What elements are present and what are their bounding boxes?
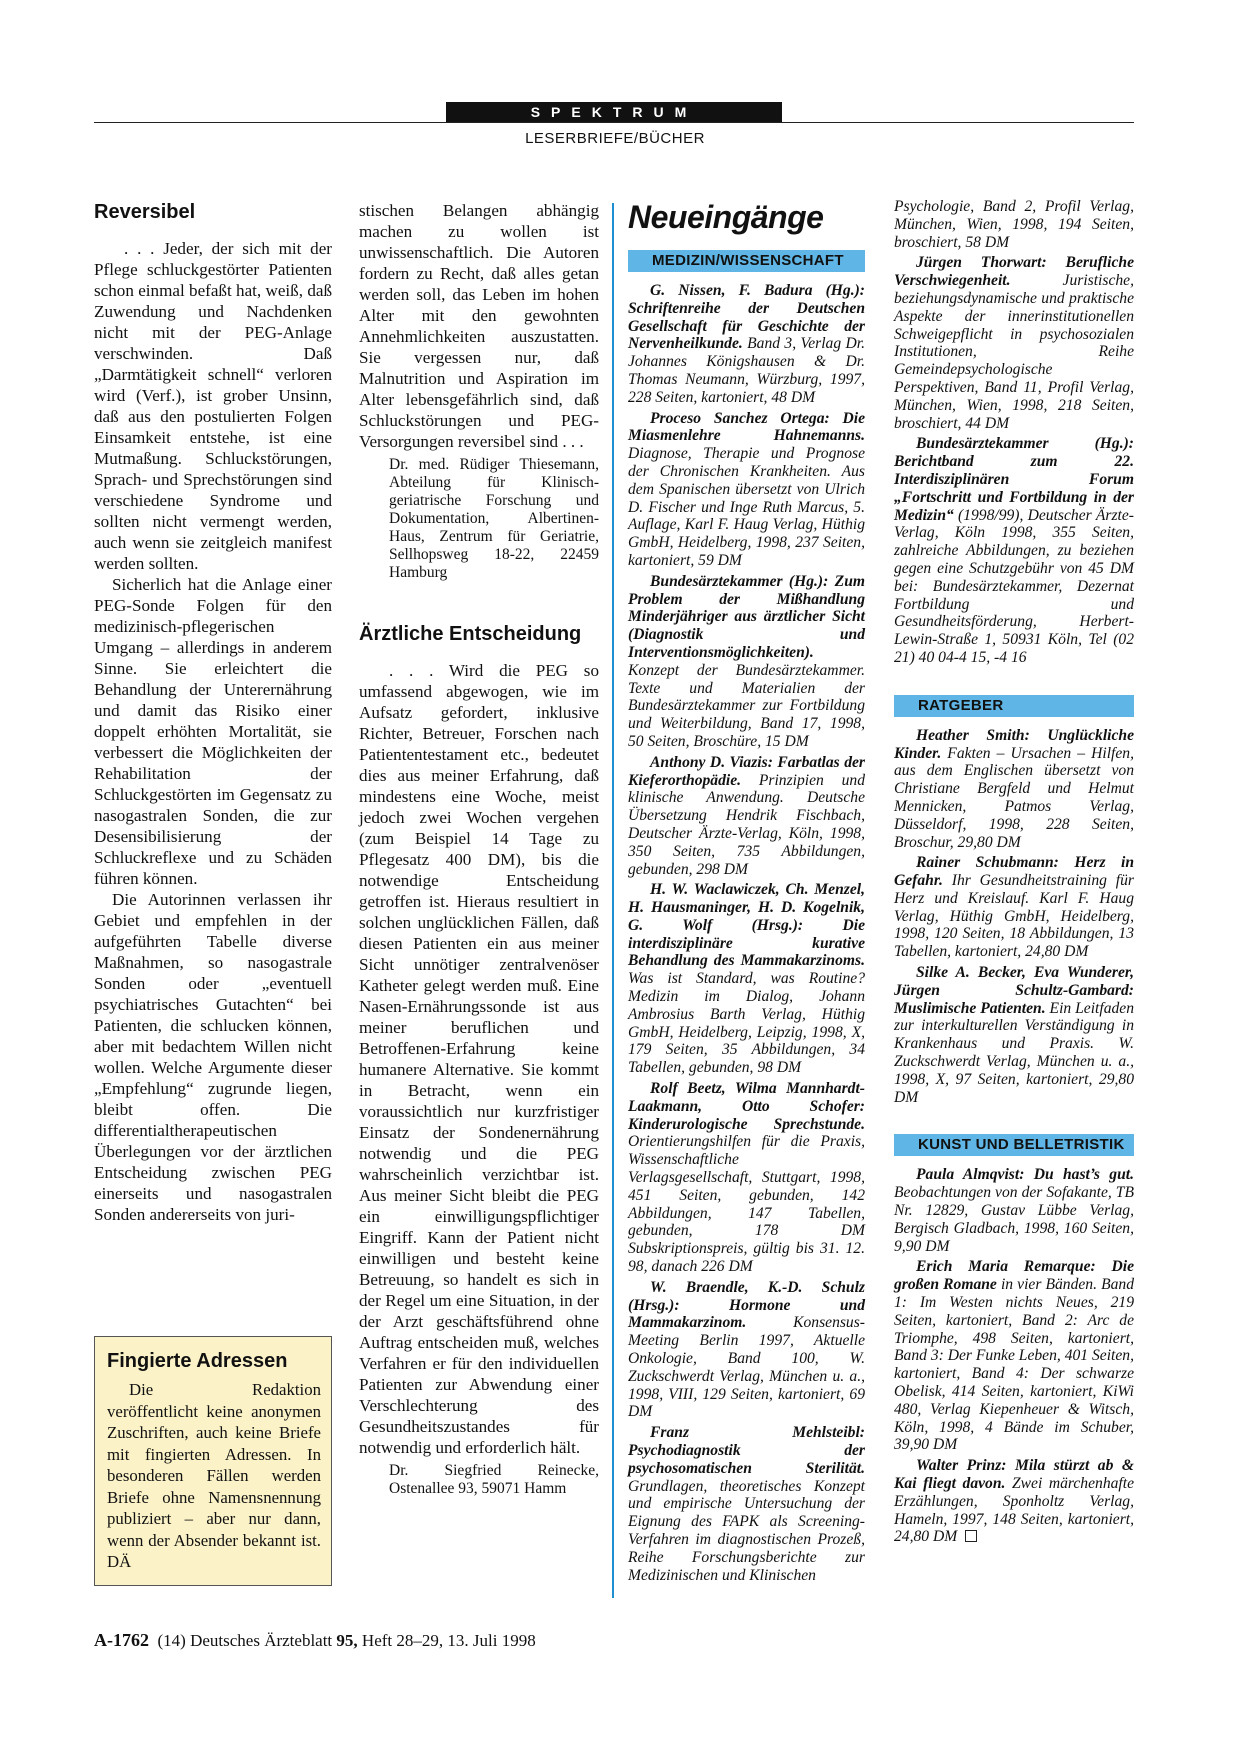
page-footer [94, 1630, 536, 1651]
book-entry [628, 573, 865, 751]
book-details: Fakten – Ursachen – Hilfen, aus dem Englischen übersetzt von Christiane Bergfeld und Helmut Mennicken, Patmos Verlag, Düsseldorf, 1998, 228 Seiten, Broschur, 29,80 DM [894, 744, 1134, 851]
book-title: Heather Smith: Unglückliche Kinder. [894, 726, 1134, 762]
book-details: Orientierungshilfen für die Praxis, Wissenschaftliche Verlagsgesellschaft, Stuttgart, 1998, 451 Seiten, gebunden, 142 Abbildungen, 147 Tabellen, gebunden, 178 DM Subskriptionspreis, gültig bis 31. 12. 98, danach 226 DM [628, 1133, 865, 1276]
end-mark-icon [965, 1530, 977, 1542]
book-title: Anthony D. Viazis: Farbatlas der Kieferorthopädie. [628, 753, 865, 789]
book-entry [894, 854, 1134, 961]
letter-paragraph: Sicherlich hat die Anlage einer PEG-Sonde Folgen für den medizinisch-pflegerischen Umgang – allerdings in anderem Sinne. Sie erleichtert die Behandlung der Unterernährung und damit das Risiko einer doppelt erhöhten Mortalität, sie verbessert die Möglichkeiten der Rehabilitation der Schluckgestörten im Gegensatz zu nasogastralen Sonden, die zur Desensibilisierung der Schluckreflexe und zu Schäden führen können. [94, 575, 332, 888]
book-title: Proceso Sanchez Ortega: Die Miasmenlehre Hahnemanns. [628, 409, 865, 445]
book-details: Prinzipien und klinische Anwendung. Deutsche Übersetzung Hendrik Fischbach, Deutscher Ärzte-Verlag, Köln, 1998, 350 Seiten, 735 Abbildungen, gebunden, 298 DM [628, 771, 865, 878]
booklist-rule [612, 203, 614, 1598]
book-entry [628, 1424, 865, 1584]
book-title: Rainer Schubmann: Herz in Gefahr. [894, 854, 1134, 890]
book-title: H. W. Waclawiczek, Ch. Menzel, H. Hausmaninger, H. D. Kogelnik, G. Wolf (Hrsg.): Die interdisziplinäre kurative Behandlung des Mammakarzinoms. [628, 881, 865, 970]
booklist-column-1 [628, 198, 865, 1587]
book-title: Franz Mehlsteibl: Psychodiagnostik der psychosomatischen Sterilität. [628, 1424, 865, 1477]
section-subtitle: LESERBRIEFE/BÜCHER [525, 130, 705, 147]
letter-title-entscheidung: Ärztliche Entscheidung [359, 623, 582, 645]
book-title: Bundesärztekammer (Hg.): Berichtband zum 22. Interdisziplinären Forum „Fortschritt und Fortbildung in der Medizin“ [894, 435, 1134, 524]
notice-box-title: Fingierte Adressen [107, 1350, 288, 1372]
letters-column-2 [359, 200, 599, 1498]
book-list-ratgeber [894, 727, 1134, 1107]
book-title: Paula Almqvist: Du hast’s gut. [916, 1166, 1134, 1184]
book-details: Konzept der Bundesärztekammer. Texte und Materialien der Bundesärztekammer zur Fortbildung und Weiterbildung, Band 17, 1998, 50 Seiten, Broschüre, 15 DM [628, 661, 865, 750]
letter-paragraph: Die Autorinnen verlassen ihr Gebiet und empfehlen in der aufgeführten Tabelle diverse Maßnahmen, so nasogastrale Sonden oder „eventuell psychiatrisches Gutachten“ bei Patienten, die schlucken können, aber mit bedachtem Willen nicht wollen. Welche Argumente dieser „Empfehlung“ zugrunde liegen, bleibt offen. Die differentialtherapeutischen Überlegungen vor der ärztlichen Entscheidung zwischen PEG einerseits und nasogastralen Sonden andererseits von juri- [94, 890, 332, 1224]
book-details: Band 3, Verlag Dr. Johannes Königshausen & Dr. Thomas Neumann, Würzburg, 1997, 228 Seiten, kartoniert, 48 DM [628, 335, 865, 406]
book-entry [628, 1279, 865, 1421]
category-bar-ratgeber: RATGEBER [894, 695, 1134, 717]
book-details: Grundlagen, theoretisches Konzept und empirische Untersuchung der Eignung des FAPK als Screening-Verfahren im diagnostischen Prozeß, Reihe Forschungsberichte zur Medizinischen und Klinischen [628, 1477, 865, 1584]
book-details: Was ist Standard, was Routine? Medizin im Dialog, Johann Ambrosius Barth Verlag, Hüthig GmbH, Heidelberg, Leipzig, 1998, X, 179 Seiten, 35 Abbildungen, 34 Tabellen, gebunden, 98 DM [628, 970, 865, 1077]
journal-name: (14) Deutsches Ärzteblatt [157, 1631, 333, 1650]
letter-signature: Dr. med. Rüdiger Thiesemann, Abteilung für Klinisch-geriatrische Forschung und Dokumentation, Albertinen-Haus, Zentrum für Geriatrie, Sellhopsweg 18-22, 22459 Hamburg [389, 456, 599, 581]
letter-paragraph: stischen Belangen abhängig machen zu wollen ist unwissenschaftlich. Die Autoren fordern zu Recht, daß alles getan werden soll, das Leben im hohen Alter mit den gewohnten Annehmlichkeiten auszustatten. Sie vergessen nur, daß Malnutrition und Aspiration im Alter lebensgefährlich sind, daß Schluckstörungen und PEG-Versorgungen reversibel sind . . . [359, 201, 599, 451]
book-title: Bundesärztekammer (Hg.): Zum Problem der Mißhandlung Minderjähriger aus ärztlicher Sicht (Diagnostik und Interventionsmöglichkeiten). [628, 572, 865, 661]
book-details: Diagnose, Therapie und Prognose der Chronischen Krankheiten. Aus dem Spanischen übersetzt von Ulrich D. Fischer und Inge Ruth Marcus, 5. Auflage, Karl F. Haug Verlag, Hüthig GmbH, Heidelberg, 1998, 237 Seiten, kartoniert, 59 DM [628, 445, 865, 569]
book-details: Ein Leitfaden zur interkulturellen Verständigung in Krankenhaus und Praxis. W. Zuckschwerdt Verlag, München u. a., 1998, X, 97 Seiten, kartoniert, 29,80 DM [894, 999, 1135, 1106]
letter-paragraph: . . . Jeder, der sich mit der Pflege schluckgestörter Patienten schon einmal befaßt hat, weiß, daß Zuwendung und Nachdenken nicht mit der PEG-Anlage verschwinden. Daß „Darmtätigkeit schnell“ verloren wird (Verf.), ist grober Unsinn, daß aus den postulierten Folgen Einsamkeit entstehe, ist eine Mutmaßung. Schluckstörungen, Sprach- und Sprechstörungen sind verschiedene Syndrome und sollten nicht vermengt werden, auch wenn sie zeitgleich manifest werden sollten. [94, 239, 332, 573]
volume-number: 95, [336, 1631, 358, 1650]
book-entry [894, 1258, 1134, 1454]
book-title: Jürgen Thorwart: Berufliche Verschwiegenheit. [894, 254, 1134, 290]
book-details: Zwei märchenhafte Erzählungen, Sponholtz Verlag, Hameln, 1997, 148 Seiten, kartoniert, 24,80 DM [894, 1475, 1134, 1546]
book-entry [894, 435, 1134, 666]
booklist-title: Neueingänge [628, 199, 824, 235]
book-details: Ihr Gesundheitstraining für Herz und Kreislauf. Karl F. Haug Verlag, Hüthig GmbH, Heidelberg, 1998, 120 Seiten, 18 Abbildungen, 13 Tabellen, kartoniert, 24,80 DM [894, 872, 1134, 961]
book-title: Silke A. Becker, Eva Wunderer, Jürgen Schultz-Gambard: Muslimische Patienten. [894, 964, 1134, 1017]
letter-signature: Dr. Siegfried Reinecke, Ostenallee 93, 59071 Hamm [389, 1462, 599, 1497]
letter-title-reversibel: Reversibel [94, 201, 196, 223]
book-entry [894, 1166, 1134, 1255]
section-band: SPEKTRUM [446, 102, 782, 122]
book-entry [894, 964, 1134, 1106]
book-entry [894, 1457, 1134, 1546]
book-entry [628, 1080, 865, 1276]
book-title: Walter Prinz: Mila stürzt ab & Kai fliegt davon. [894, 1457, 1134, 1492]
book-title: G. Nissen, F. Badura (Hg.): Schriftenreihe der Deutschen Gesellschaft für Geschichte der Nervenheilkunde. [628, 282, 865, 353]
book-entry [628, 410, 865, 570]
book-entry [628, 282, 865, 407]
notice-box-fingierte-adressen [94, 1336, 332, 1586]
header-rule [94, 122, 1134, 123]
notice-box-text: Die Redaktion veröffentlicht keine anonymen Zuschriften, auch keine Briefe mit fingierten Adressen. In besonderen Fällen werden Briefe ohne Namensnennung publiziert – aber nur dann, wenn der Absender bekannt ist. DÄ [107, 1380, 321, 1571]
issue-date: Heft 28–29, 13. Juli 1998 [361, 1631, 536, 1650]
book-details: Psychologie, Band 2, Profil Verlag, München, Wien, 1998, 194 Seiten, broschiert, 58 DM [894, 198, 1134, 251]
book-list-medizin [628, 282, 865, 1584]
book-entry [894, 727, 1134, 852]
book-entry [894, 254, 1134, 432]
book-entry [894, 198, 1134, 251]
book-details: Juristische, beziehungsdynamische und praktische Aspekte der innerinstitutionellen Schweigepflicht in psychosozialen Institutionen, Reihe Gemeindepsychologische Perspektiven, Band 11, Profil Verlag, München, Wien, 1998, 218 Seiten, broschiert, 44 DM [894, 272, 1134, 432]
book-entry [628, 881, 865, 1077]
category-bar-medizin: MEDIZIN/WISSENSCHAFT [628, 250, 865, 272]
book-details: Beobachtungen von der Sofakante, TB Nr. 12829, Gustav Lübbe Verlag, Bergisch Gladbach, 1998, 160 Seiten, 9,90 DM [894, 1184, 1134, 1255]
book-entry [628, 754, 865, 879]
book-details: Konsensus-Meeting Berlin 1997, Aktuelle Onkologie, Band 100, W. Zuckschwerdt Verlag, München u. a., 1998, VIII, 129 Seiten, kartoniert, 69 DM [628, 1314, 865, 1421]
category-bar-kunst: KUNST UND BELLETRISTIK [894, 1134, 1134, 1156]
book-title: Erich Maria Remarque: Die großen Romane [894, 1258, 1134, 1294]
book-details: in vier Bänden. Band 1: Im Westen nichts Neues, 219 Seiten, kartoniert, Band 2: Arc de Triomphe, 498 Seiten, kartoniert, Band 3: Der Funke Leben, 401 Seiten, kartoniert, Band 4: Der schwarze Obelisk, 414 Seiten, kartoniert, KiWi 480, Verlag Kiepenheuer & Witsch, Köln, 1998, 4 Bände im Schuber, 39,90 DM [894, 1276, 1134, 1454]
booklist-column-2 [894, 198, 1134, 1549]
book-title: Rolf Beetz, Wilma Mannhardt-Laakmann, Otto Schofer: Kinderurologische Sprechstunde. [628, 1080, 865, 1133]
book-list-medizin-continued [894, 198, 1134, 667]
book-details: (1998/99), Deutscher Ärzte-Verlag, Köln 1998, 355 Seiten, zahlreiche Abbildungen, zu beziehen gegen eine Schutzgebühr von 45 DM bei: Bundesärztekammer, Dezernat Fortbildung und Gesundheitsförderung, Herbert-Lewin-Straße 1, 50931 Köln, Tel (02 21) 40 04-4 15, -4 16 [894, 506, 1134, 666]
book-title: W. Braendle, K.-D. Schulz (Hrsg.): Hormone und Mammakarzinom. [628, 1278, 865, 1332]
letters-column-1 [94, 200, 332, 1225]
page-number: A-1762 [94, 1630, 149, 1650]
book-list-kunst [894, 1166, 1134, 1546]
letter-paragraph: . . . Wird die PEG so umfassend abgewogen, wie im Aufsatz gefordert, inklusive Richter, Betreuer, Forschen nach Patiententestament etc., bedeutet dies aus meiner Erfahrung, daß mindestens eine Woche, meist jedoch zwei Wochen vergehen (zum Beispiel 14 Tage zu Pflegesatz 400 DM), bis die notwendige Entscheidung getroffen ist. Hieraus resultiert in solchen unglücklichen Fällen, daß diesen Patienten ein aus meiner Sicht unnötiger zentralvenöser Katheter gelegt werden muß. Eine Nasen-Ernährungssonde ist aus meiner beruflichen und Betroffenen-Erfahrung keine humanere Alternative. Sie kommt in Betracht, wenn ein voraussichtlich nur kurzfristiger Einsatz der Sondenernährung notwendig und die PEG wahrscheinlich verzichtbar ist. Aus meiner Sicht bleibt die PEG ein einwilligungspflichtiger Eingriff. Kann der Patient nicht einwilligen und besteht keine Betreuung, so handelt es sich in der Regel um eine Situation, in der der Arzt geschäftsführend ohne Auftrag entscheiden muß, welches Verfahren er für den individuellen Patienten zur Abwendung einer Verschlechterung des Gesundheitszustandes für notwendig und erforderlich hält. [359, 661, 599, 1457]
